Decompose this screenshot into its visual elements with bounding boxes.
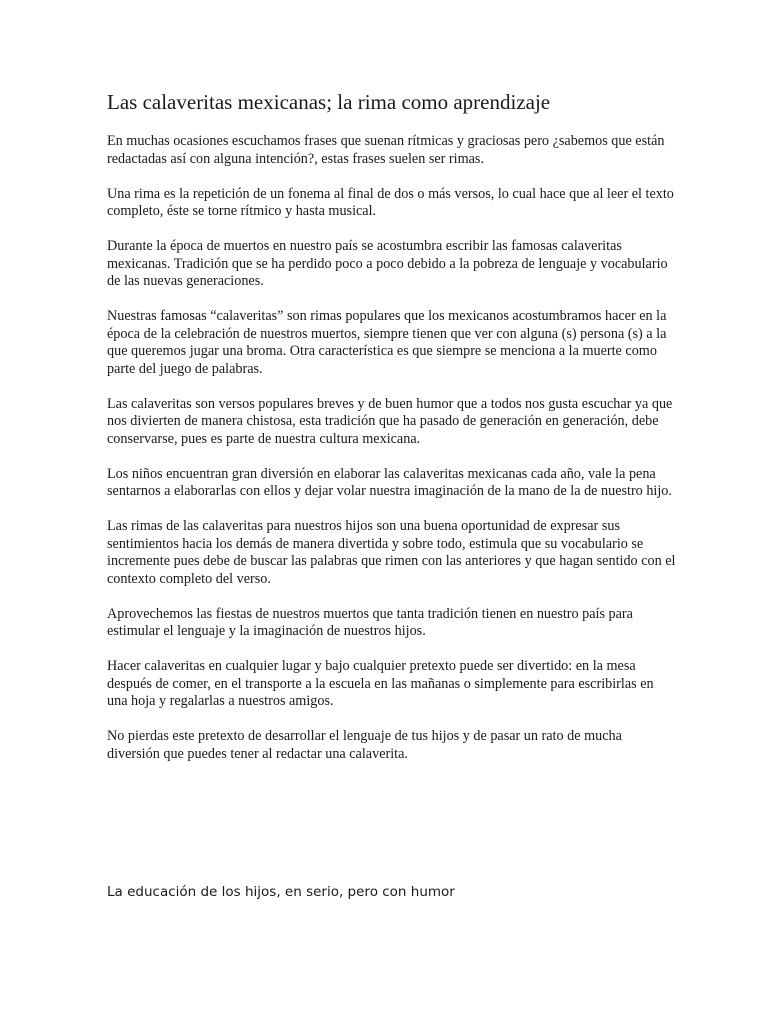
paragraph-5: Las calaveritas son versos populares breves y de buen humor que a todos nos gusta escuchar ya que nos divierten de manera chistosa, esta tradición que ha pasado de generación en generación, debe conservarse, pues es parte de nuestra cultura mexicana. bbox=[107, 395, 673, 447]
footer-tagline: La educación de los hijos, en serio, pero con humor bbox=[107, 884, 455, 900]
paragraph-6: Los niños encuentran gran diversión en elaborar las calaveritas mexicanas cada año, vale la pena sentarnos a elaborarlas con ellos y dejar volar nuestra imaginación de la mano de la de nuestro hijo. bbox=[107, 465, 672, 499]
paragraph-7: Las rimas de las calaveritas para nuestros hijos son una buena oportunidad de expresar sus sentimientos hacia los demás de manera divertida y sobre todo, estimula que su vocabulario se incremente pues debe de buscar las palabras que rimen con las anteriores y que hagan sentido con el contexto completo del verso. bbox=[107, 518, 676, 587]
document-body bbox=[107, 133, 677, 781]
paragraph-9: Hacer calaveritas en cualquier lugar y bajo cualquier pretexto puede ser divertido: en la mesa después de comer, en el transporte a la escuela en las mañanas o simplemente para escribirlas en una hoja y regalarlas a nuestros amigos. bbox=[107, 658, 654, 709]
paragraph-1: En muchas ocasiones escuchamos frases que suenan rítmicas y graciosas pero ¿sabemos que están redactadas así con alguna intención?, estas frases suelen ser rimas. bbox=[107, 133, 665, 167]
paragraph-8: Aprovechemos las fiestas de nuestros muertos que tanta tradición tienen en nuestro país para estimular el lenguaje y la imaginación de nuestros hijos. bbox=[107, 605, 633, 639]
paragraph-4: Nuestras famosas “calaveritas” son rimas populares que los mexicanos acostumbramos hacer en la época de la celebración de nuestros muertos, siempre tienen que ver con alguna (s) persona (s) a la que queremos jugar una broma. Otra característica es que siempre se menciona a la muerte como parte del juego de palabras. bbox=[107, 308, 667, 377]
paragraph-3: Durante la época de muertos en nuestro país se acostumbra escribir las famosas calaveritas mexicanas. Tradición que se ha perdido poco a poco debido a la pobreza de lenguaje y vocabulario de las nuevas generaciones. bbox=[107, 238, 668, 289]
paragraph-2: Una rima es la repetición de un fonema al final de dos o más versos, lo cual hace que al leer el texto completo, éste se torne rítmico y hasta musical. bbox=[107, 185, 674, 219]
document-title: Las calaveritas mexicanas; la rima como aprendizaje bbox=[107, 90, 551, 114]
paragraph-10: No pierdas este pretexto de desarrollar el lenguaje de tus hijos y de pasar un rato de mucha diversión que puedes tener al redactar una calaverita. bbox=[107, 728, 622, 762]
